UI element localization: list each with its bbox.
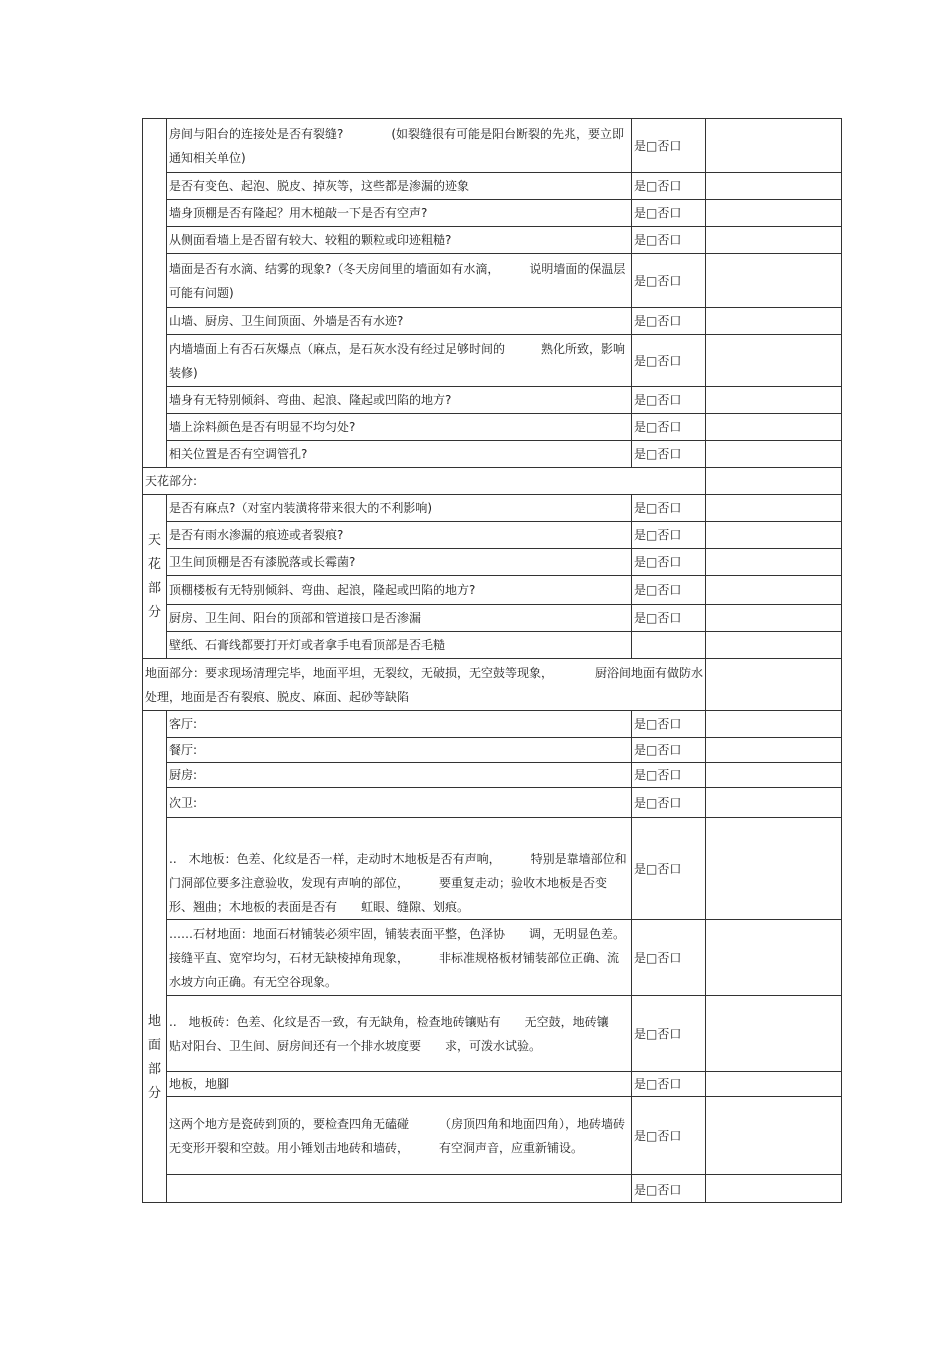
remark-cell — [706, 173, 842, 200]
remark-cell — [706, 227, 842, 254]
remark-cell — [706, 119, 842, 173]
question-text: 顶棚楼板有无特别倾斜、弯曲、起浪，隆起或凹陷的地方? — [167, 576, 632, 605]
yes-no-checkbox[interactable]: 是□否口 — [632, 495, 706, 522]
remark-cell — [706, 387, 842, 414]
question-text: 墙上涂料颜色是否有明显不均匀处? — [167, 414, 632, 441]
remark-cell — [706, 1072, 842, 1097]
question-text: .. 地板砖：色差、化纹是否一致，有无缺角，检查地砖镶贴有 无空鼓，地砖镶 贴对阳台、卫生间、厨房间还有一个排水坡度要 求，可泼水试验。 — [167, 996, 632, 1072]
floor-section-header: 地面部分：要求现场清理完毕，地面平坦，无裂纹，无破损，无空鼓等现象， 厨浴间地面有做防水处理，地面是否有裂痕、脱皮、麻面、起砂等缺陷 — [143, 659, 706, 711]
question-text: 山墙、厨房、卫生间顶面、外墙是否有水迹? — [167, 308, 632, 335]
yes-no-checkbox[interactable]: 是□否口 — [632, 387, 706, 414]
remark-cell — [706, 522, 842, 549]
table-row — [143, 335, 842, 387]
question-text: 相关位置是否有空调管孔? — [167, 441, 632, 468]
question-text — [167, 1175, 632, 1203]
question-text: 壁纸、石膏线都要打开灯或者拿手电看顶部是否毛糙 — [167, 632, 632, 659]
question-text: 厨房: — [167, 763, 632, 788]
question-text: 是否有变色、起泡、脱皮、掉灰等，这些都是渗漏的迹象 — [167, 173, 632, 200]
remark-cell — [706, 254, 842, 308]
yes-no-checkbox[interactable]: 是□否口 — [632, 441, 706, 468]
yes-no-checkbox[interactable]: 是□否口 — [632, 576, 706, 605]
question-text: 墙面是否有水滴、结雾的现象?（冬天房间里的墙面如有水滴， 说明墙面的保温层可能有问题) — [167, 254, 632, 308]
table-row — [143, 254, 842, 308]
table-row — [143, 173, 842, 200]
table-row — [143, 632, 842, 659]
yes-no-checkbox[interactable] — [632, 632, 706, 659]
question-text: 卫生间顶棚是否有漆脱落或长霉菌? — [167, 549, 632, 576]
yes-no-checkbox[interactable]: 是□否口 — [632, 1175, 706, 1203]
yes-no-checkbox[interactable]: 是□否口 — [632, 920, 706, 996]
remark-cell — [706, 308, 842, 335]
section-header-row — [143, 468, 842, 495]
yes-no-checkbox[interactable]: 是□否口 — [632, 254, 706, 308]
remark-cell — [706, 920, 842, 996]
question-text: .. 木地板：色差、化纹是否一样，走动时木地板是否有声响， 特别是靠墙部位和门洞部位要多注意验收，发现有声响的部位， 要重复走动；验收木地板是否变形、翘曲；木地板的表面是否有 虹眼、缝隙、划痕。 — [167, 818, 632, 920]
table-row — [143, 576, 842, 605]
yes-no-checkbox[interactable]: 是□否口 — [632, 763, 706, 788]
yes-no-checkbox[interactable]: 是□否口 — [632, 788, 706, 818]
remark-cell — [706, 659, 842, 711]
yes-no-checkbox[interactable]: 是□否口 — [632, 522, 706, 549]
remark-cell — [706, 441, 842, 468]
yes-no-checkbox[interactable]: 是□否口 — [632, 1072, 706, 1097]
remark-cell — [706, 1097, 842, 1175]
table-row — [143, 1097, 842, 1175]
question-text: 墙身顶棚是否有隆起？用木槌敲一下是否有空声? — [167, 200, 632, 227]
wall-section-label-cell — [143, 119, 167, 468]
yes-no-checkbox[interactable]: 是□否口 — [632, 996, 706, 1072]
remark-cell — [706, 576, 842, 605]
table-row — [143, 522, 842, 549]
question-text: ……石材地面：地面石材铺装必须牢固，铺装表面平整，色泽协 调，无明显色差。接缝平直、宽窄均匀，石材无缺棱掉角现象， 非标准规格板材铺装部位正确、流水坡方向正确。有无空谷现象。 — [167, 920, 632, 996]
question-text: 从侧面看墙上是否留有较大、较粗的颗粒或印迹粗糙? — [167, 227, 632, 254]
remark-cell — [706, 711, 842, 738]
section-header-row — [143, 659, 842, 711]
remark-cell — [706, 495, 842, 522]
table-row — [143, 763, 842, 788]
table-row — [143, 1072, 842, 1097]
yes-no-checkbox[interactable]: 是□否口 — [632, 549, 706, 576]
table-row — [143, 818, 842, 920]
table-row — [143, 308, 842, 335]
table-row — [143, 119, 842, 173]
yes-no-checkbox[interactable]: 是□否口 — [632, 119, 706, 173]
yes-no-checkbox[interactable]: 是□否口 — [632, 414, 706, 441]
question-text: 墙身有无特别倾斜、弯曲、起浪、隆起或凹陷的地方? — [167, 387, 632, 414]
table-row — [143, 227, 842, 254]
yes-no-checkbox[interactable]: 是□否口 — [632, 308, 706, 335]
table-row — [143, 605, 842, 632]
table-row — [143, 996, 842, 1072]
ceiling-section-label: 天 花 部 分 — [143, 495, 167, 659]
table-row — [143, 1175, 842, 1203]
yes-no-checkbox[interactable]: 是□否口 — [632, 605, 706, 632]
question-text: 房间与阳台的连接处是否有裂缝? (如裂缝很有可能是阳台断裂的先兆，要立即通知相关单位) — [167, 119, 632, 173]
question-text: 地板，地腳 — [167, 1072, 632, 1097]
remark-cell — [706, 605, 842, 632]
remark-cell — [706, 1175, 842, 1203]
remark-cell — [706, 996, 842, 1072]
yes-no-checkbox[interactable]: 是□否口 — [632, 818, 706, 920]
table-row — [143, 920, 842, 996]
remark-cell — [706, 549, 842, 576]
remark-cell — [706, 335, 842, 387]
table-row — [143, 549, 842, 576]
table-row — [143, 441, 842, 468]
question-text: 厨房、卫生间、阳台的顶部和管道接口是否渗漏 — [167, 605, 632, 632]
question-text: 客厅: — [167, 711, 632, 738]
floor-section-label: 地 面 部 分 — [143, 711, 167, 1203]
question-text: 是否有雨水渗漏的痕迹或者裂痕? — [167, 522, 632, 549]
ceiling-section-header: 天花部分: — [143, 468, 706, 495]
yes-no-checkbox[interactable]: 是□否口 — [632, 173, 706, 200]
remark-cell — [706, 788, 842, 818]
remark-cell — [706, 200, 842, 227]
table-row — [143, 387, 842, 414]
table-row — [143, 788, 842, 818]
inspection-checklist-table — [142, 118, 842, 1203]
yes-no-checkbox[interactable]: 是□否口 — [632, 738, 706, 763]
table-row — [143, 711, 842, 738]
table-row — [143, 200, 842, 227]
yes-no-checkbox[interactable]: 是□否口 — [632, 227, 706, 254]
yes-no-checkbox[interactable]: 是□否口 — [632, 711, 706, 738]
yes-no-checkbox[interactable]: 是□否口 — [632, 335, 706, 387]
remark-cell — [706, 738, 842, 763]
table-row — [143, 414, 842, 441]
question-text: 内墙墙面上有否石灰爆点（麻点，是石灰水没有经过足够时间的 熟化所致，影响装修) — [167, 335, 632, 387]
remark-cell — [706, 818, 842, 920]
yes-no-checkbox[interactable]: 是□否口 — [632, 200, 706, 227]
question-text: 餐厅: — [167, 738, 632, 763]
yes-no-checkbox[interactable]: 是□否口 — [632, 1097, 706, 1175]
question-text: 次卫: — [167, 788, 632, 818]
remark-cell — [706, 414, 842, 441]
question-text: 这两个地方是瓷砖到顶的，要检查四角无磕碰 （房顶四角和地面四角），地砖墙砖无变形开裂和空鼓。用小锤划击地砖和墙砖， 有空洞声音，应重新铺设。 — [167, 1097, 632, 1175]
table-row — [143, 495, 842, 522]
remark-cell — [706, 763, 842, 788]
question-text: 是否有麻点?（对室内装潢将带来很大的不利影响) — [167, 495, 632, 522]
remark-cell — [706, 632, 842, 659]
table-row — [143, 738, 842, 763]
remark-cell — [706, 468, 842, 495]
